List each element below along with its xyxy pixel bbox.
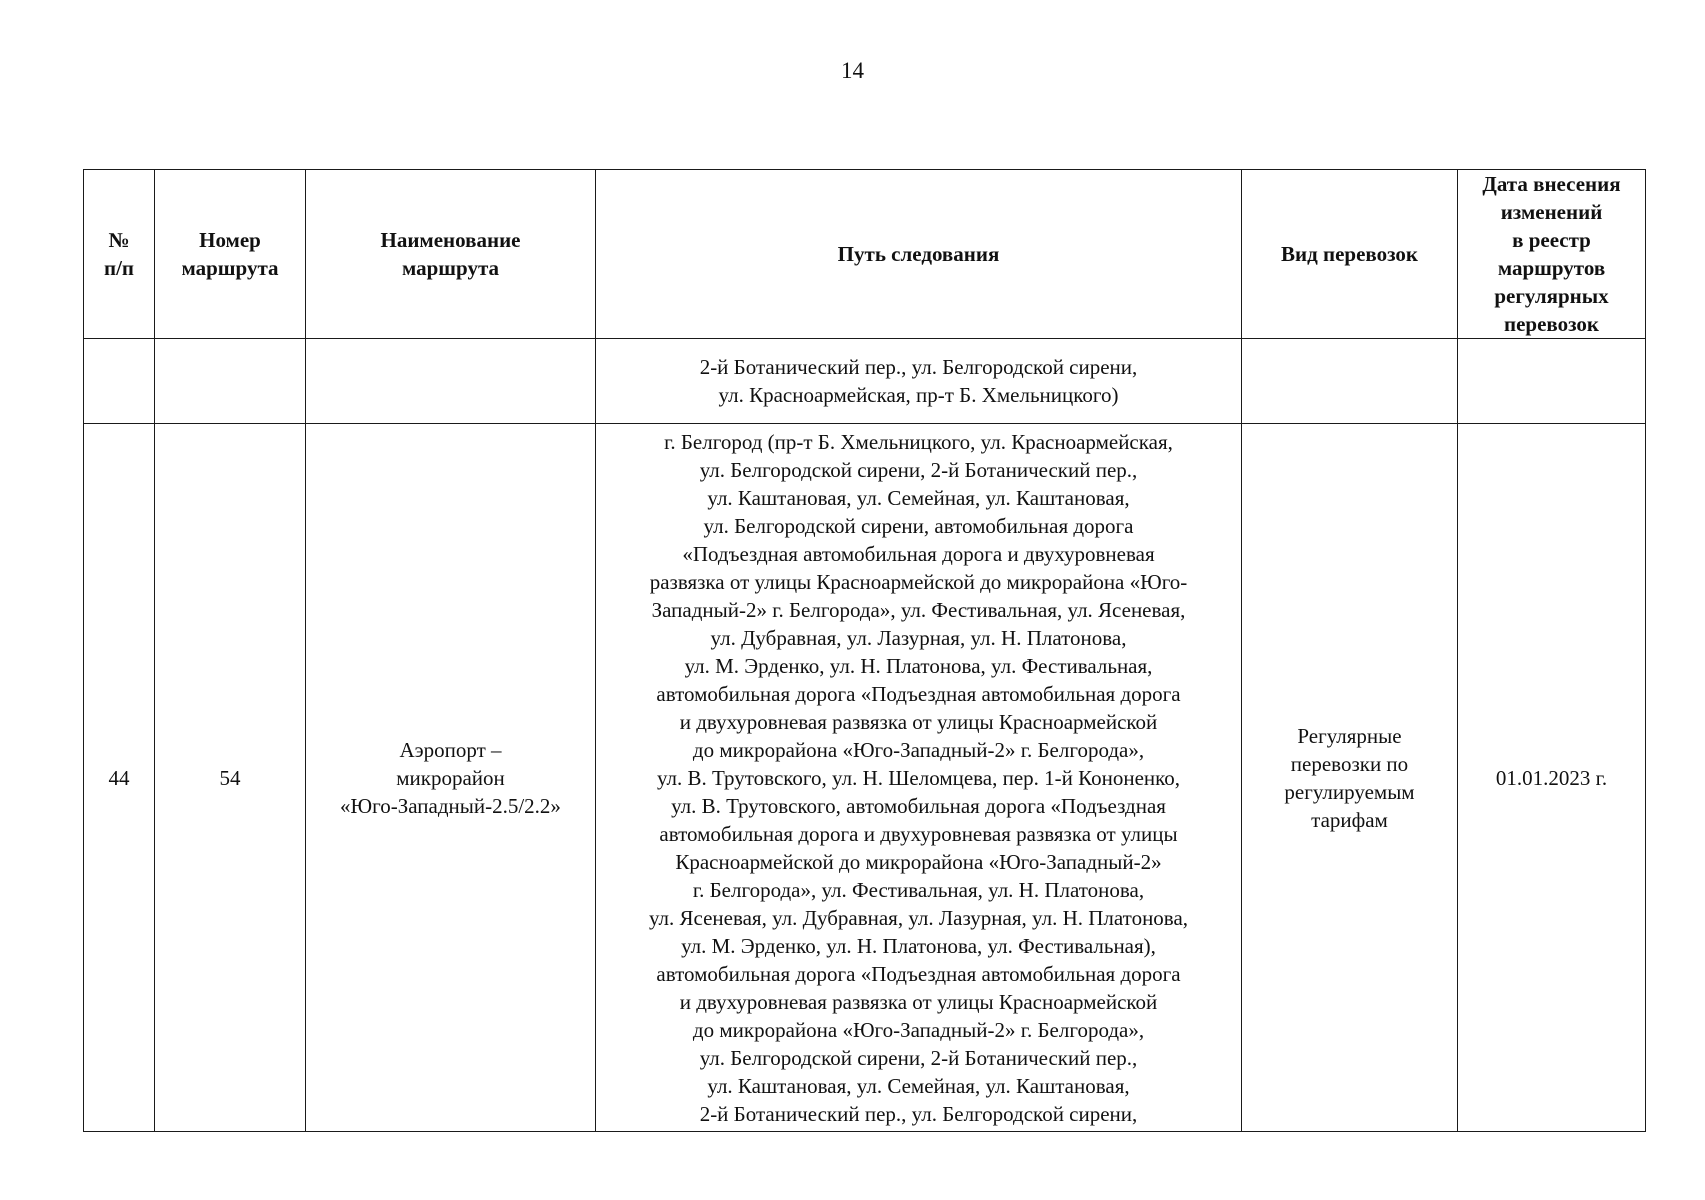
cell-route-number [155,339,306,424]
table-row [84,424,1646,1132]
cell-route-name: Аэропорт – микрорайон «Юго-Западный-2.5/2.2» [306,424,596,1132]
header-change-date: Дата внесения изменений в реестр маршрутов регулярных перевозок [1458,170,1646,339]
page-number: 14 [841,58,864,83]
table-row-continuation [84,339,1646,424]
cell-transport-type: Регулярные перевозки по регулируемым тарифам [1242,424,1458,1132]
cell-num [84,339,155,424]
cell-path: 2-й Ботанический пер., ул. Белгородской сирени, ул. Красноармейская, пр-т Б. Хмельницкого) [596,339,1242,424]
header-route-number: Номер маршрута [155,170,306,339]
cell-route-number: 54 [155,424,306,1132]
header-route-name: Наименование маршрута [306,170,596,339]
cell-num: 44 [84,424,155,1132]
header-num: № п/п [84,170,155,339]
cell-change-date: 01.01.2023 г. [1458,424,1646,1132]
header-path: Путь следования [596,170,1242,339]
cell-transport-type [1242,339,1458,424]
cell-change-date [1458,339,1646,424]
cell-path: г. Белгород (пр-т Б. Хмельницкого, ул. Красноармейская, ул. Белгородской сирени, 2-й Ботанический пер., ул. Каштановая, ул. Семейная, ул. Каштановая, ул. Белгородской сирени, автомобильная дорога «Подъездная автомобильная дорога и двухуровневая развязка от улицы Красноармейской до микрорайона «Юго- Западный-2» г. Белгорода», ул. Фестивальная, ул. Ясеневая, ул. Дубравная, ул. Лазурная, ул. Н. Платонова, ул. М. Эрденко, ул. Н. Платонова, ул. Фестивальная, автомобильная дорога «Подъездная автомобильная дорога и двухуровневая развязка от улицы Красноармейской до микрорайона «Юго-Западный-2» г. Белгорода», ул. В. Трутовского, ул. Н. Шеломцева, пер. 1-й Кононенко, ул. В. Трутовского, автомобильная дорога «Подъездная автомобильная дорога и двухуровневая развязка от улицы Красноармейской до микрорайона «Юго-Западный-2» г. Белгорода», ул. Фестивальная, ул. Н. Платонова, ул. Ясеневая, ул. Дубравная, ул. Лазурная, ул. Н. Платонова, ул. М. Эрденко, ул. Н. Платонова, ул. Фестивальная), автомобильная дорога «Подъездная автомобильная дорога и двухуровневая развязка от улицы Красноармейской до микрорайона «Юго-Западный-2» г. Белгорода», ул. Белгородской сирени, 2-й Ботанический пер., ул. Каштановая, ул. Семейная, ул. Каштановая, 2-й Ботанический пер., ул. Белгородской сирени, [596,424,1242,1132]
header-transport-type: Вид перевозок [1242,170,1458,339]
routes-registry-table [83,169,1646,1132]
cell-route-name [306,339,596,424]
table-header-row [84,170,1646,339]
